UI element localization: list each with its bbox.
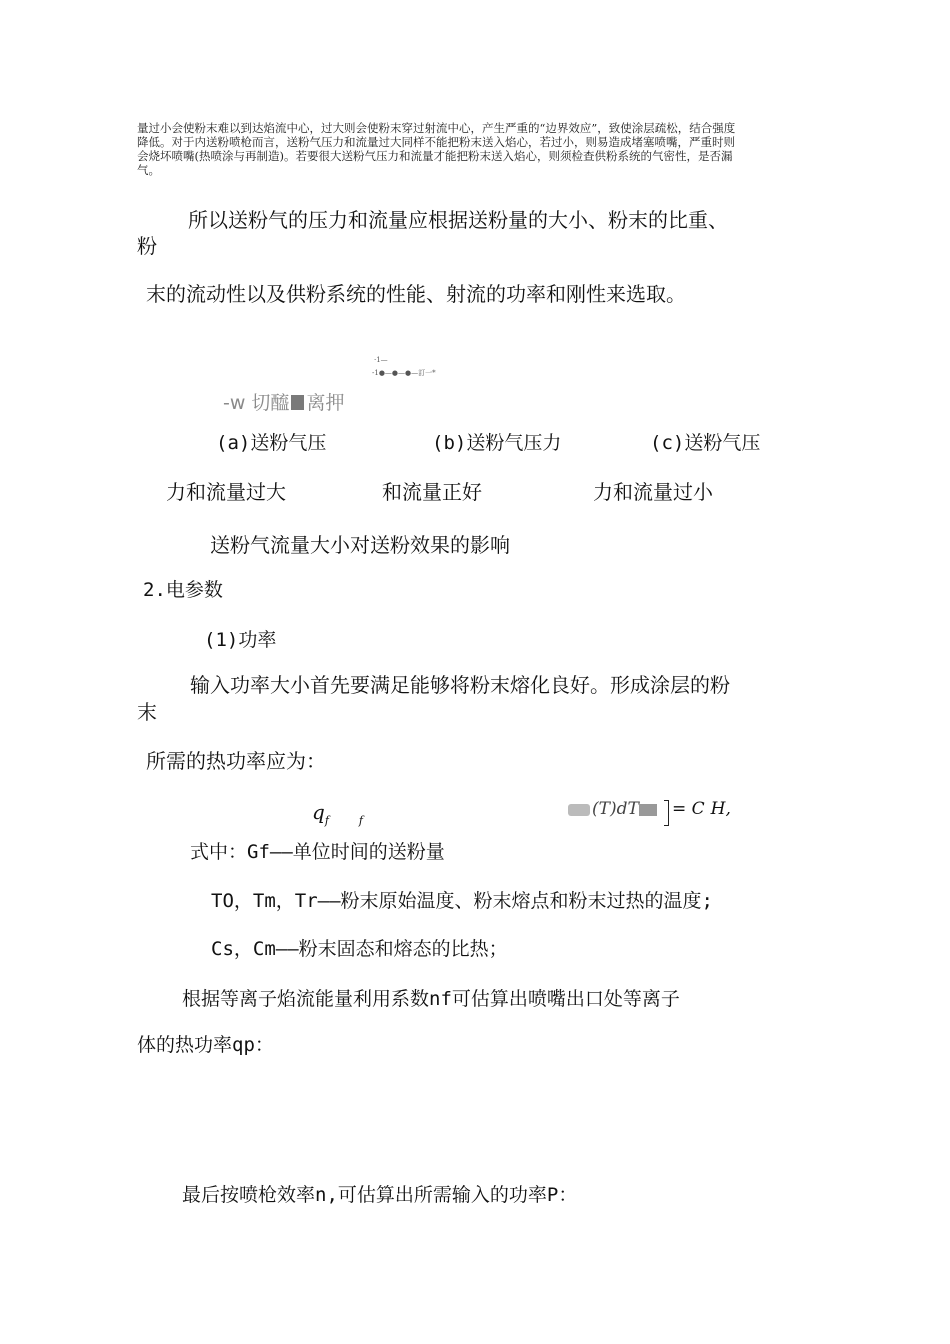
para3-line2: 体的热功率qp： [137,1034,274,1056]
formula-eq-c: = C [672,799,705,819]
caption-a-line2: 力和流量过大 [166,480,286,504]
para1-line1b: 粉 [137,234,157,258]
figure-garbled-right: 离押 [306,392,345,414]
formula-q: q [312,800,325,824]
figure-garbled-left: -w 切醯 [223,392,290,414]
formula-sub-f: f [324,814,329,827]
para1-line2: 末的流动性以及供粉系统的性能、射流的功率和刚性来选取。 [146,282,686,306]
section-title: 2.电参数 [143,579,223,601]
formula-right-eq [672,799,731,819]
figure-garbled-text [223,388,344,415]
intro-line-1: 量过小会使粉末难以到达焰流中心，过大则会使粉末穿过射流中心，产生严重的“边界效应”，致使涂层疏松，结合强度 [137,121,736,135]
para2-line1b: 末 [137,700,157,724]
caption-b-line2: 和流量正好 [382,480,482,504]
definition-temperatures: TO，Tm，Tr——粉末原始温度、粉末熔点和粉末过热的温度; [211,890,713,912]
formula-sub-f2: f [358,814,363,827]
intro-line-2: 降低。对于内送粉喷枪而言，送粉气压力和流量过大同样不能把粉末送入焰心，若过小，则易造成堵塞喷嘴，严重时则 [137,135,735,149]
formula-left [312,800,363,827]
formula-integrand: (T)dT [592,799,639,819]
figure-tiny-line2: -1●—●—●—訂一* [372,369,436,377]
intro-line-3: 会烧坏喷嘴(热喷涂与再制造)。若要很大送粉气压力和流量才能把粉末送入焰心，则须检查供粉系统的气密性，是否漏 [137,149,733,163]
formula-watermark [639,804,657,816]
formula-eq-h: H, [710,799,731,819]
formula-smudge [568,804,590,816]
intro-line-4: 气。 [137,163,160,177]
para1-line1: 所以送粉气的压力和流量应根据送粉量的大小、粉末的比重、 [188,208,728,232]
para2-line1: 输入功率大小首先要满足能够将粉末熔化良好。形成涂层的粉 [190,673,730,697]
para3-line1: 根据等离子焰流能量利用系数nf可估算出喷嘴出口处等离子 [182,988,680,1010]
para2-line2: 所需的热功率应为： [146,749,326,773]
definition-gf: 式中：Gf——单位时间的送粉量 [190,841,445,863]
caption-c-line1: (c)送粉气压 [650,432,761,454]
caption-c-line2: 力和流量过小 [593,480,713,504]
formula-right [568,799,657,819]
figure-tiny-line1: ·1— [374,356,388,364]
figure-title: 送粉气流量大小对送粉效果的影响 [210,533,510,557]
caption-a-line1: (a)送粉气压 [216,432,327,454]
subsection-title: (1)功率 [204,629,277,651]
definition-specific-heat: Cs，Cm——粉末固态和熔态的比热； [211,938,508,960]
caption-b-line1: (b)送粉气压力 [432,432,562,454]
formula-bracket [664,800,669,826]
para4: 最后按喷枪效率n,可估算出所需输入的功率P： [182,1184,578,1206]
figure-placeholder-block [291,395,304,410]
